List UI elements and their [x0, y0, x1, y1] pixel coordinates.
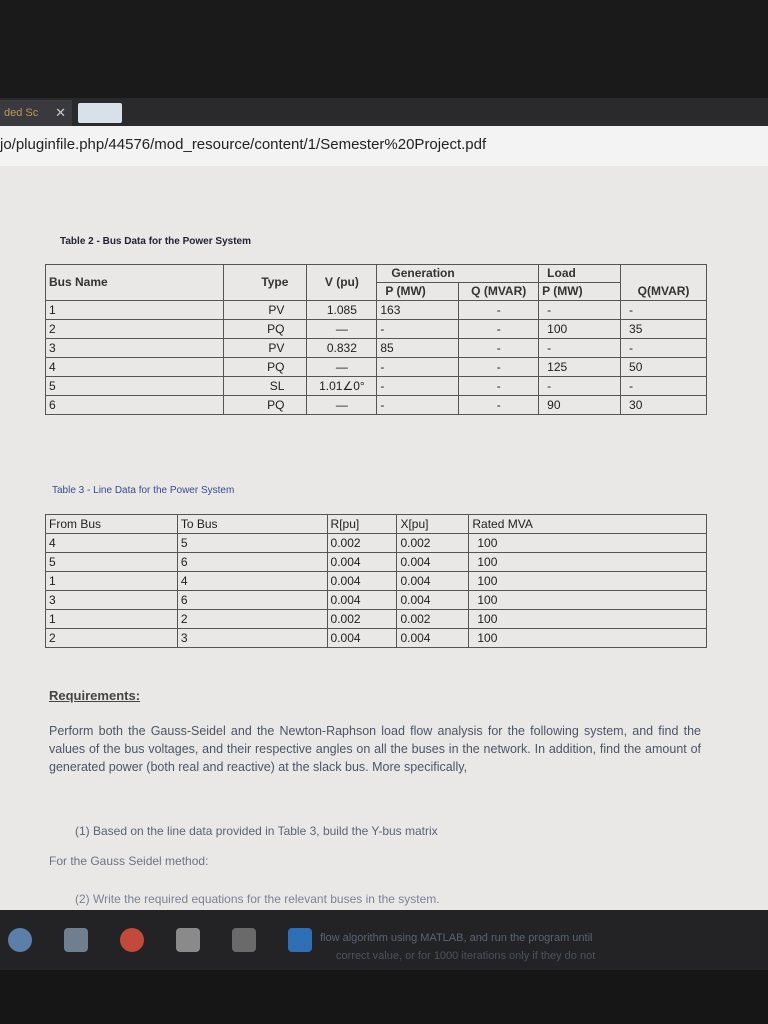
line-data-table [45, 514, 707, 648]
table-cell: - [377, 358, 459, 377]
table-cell: - [459, 320, 539, 339]
table-cell: 4 [46, 358, 224, 377]
table-cell: PV [223, 301, 307, 320]
table-cell: - [621, 377, 707, 396]
table-cell: 0.002 [327, 610, 397, 629]
table-cell: 6 [46, 396, 224, 415]
table-cell: SL [223, 377, 307, 396]
table-cell: 4 [177, 572, 327, 591]
address-bar[interactable] [0, 126, 768, 167]
table-cell: 30 [621, 396, 707, 415]
header-to-bus: To Bus [177, 515, 327, 534]
table-cell: - [459, 339, 539, 358]
header-type: Type [223, 265, 307, 301]
table-cell: 6 [177, 591, 327, 610]
header-rated-mva: Rated MVA [469, 515, 707, 534]
table-cell: 100 [469, 553, 707, 572]
table-cell: 5 [46, 553, 178, 572]
table-cell: - [539, 301, 621, 320]
table-cell: 3 [177, 629, 327, 648]
table-cell: 0.832 [307, 339, 377, 358]
folder-icon[interactable] [232, 928, 256, 952]
table-cell: 125 [539, 358, 621, 377]
table-cell: 100 [469, 591, 707, 610]
table-cell: 1 [46, 610, 178, 629]
table-row [46, 320, 707, 339]
table-row [46, 572, 707, 591]
table3-caption: Table 3 - Line Data for the Power System [52, 485, 235, 496]
table-cell: 0.002 [397, 610, 469, 629]
table-cell: 0.004 [397, 553, 469, 572]
table-cell: 5 [177, 534, 327, 553]
table-cell: - [459, 396, 539, 415]
table-cell: 3 [46, 591, 178, 610]
table-cell: 0.004 [327, 591, 397, 610]
table-cell: 100 [539, 320, 621, 339]
taskbar [0, 910, 768, 970]
table-cell: 0.002 [397, 534, 469, 553]
table-cell: PQ [223, 396, 307, 415]
table-cell: 100 [469, 534, 707, 553]
table-cell: 85 [377, 339, 459, 358]
table-cell: - [621, 301, 707, 320]
table-cell: 2 [46, 629, 178, 648]
table-cell: - [539, 377, 621, 396]
table-cell: - [459, 301, 539, 320]
table-cell: PQ [223, 358, 307, 377]
table-cell: 1 [46, 572, 178, 591]
table-row [46, 591, 707, 610]
table-cell: 5 [46, 377, 224, 396]
table-cell: 163 [377, 301, 459, 320]
header-x: X[pu] [397, 515, 469, 534]
overlapped-text-item-4: flow algorithm using MATLAB, and run the program until [320, 932, 593, 944]
table-cell: - [459, 377, 539, 396]
bus-data-table [45, 264, 707, 415]
table-cell: - [377, 377, 459, 396]
monitor-bezel-top [0, 0, 768, 100]
table-cell: - [377, 396, 459, 415]
table-cell: 90 [539, 396, 621, 415]
requirement-item-2: (2) Write the required equations for the relevant buses in the system. [75, 892, 440, 906]
table2-caption: Table 2 - Bus Data for the Power System [60, 236, 251, 247]
url-text: jo/pluginfile.php/44576/mod_resource/content/1/Semester%20Project.pdf [0, 136, 487, 153]
table-cell: 100 [469, 572, 707, 591]
table-cell: 1.085 [307, 301, 377, 320]
table-cell: 1.01∠0° [307, 377, 377, 396]
requirement-item-1: (1) Based on the line data provided in Table 3, build the Y-bus matrix [75, 824, 438, 838]
table-row [46, 396, 707, 415]
start-icon[interactable] [8, 928, 32, 952]
header-r: R[pu] [327, 515, 397, 534]
table-row [46, 358, 707, 377]
close-icon[interactable]: ✕ [55, 105, 66, 120]
new-tab-button[interactable] [78, 103, 122, 123]
table-cell: 2 [177, 610, 327, 629]
table-cell: 0.004 [397, 629, 469, 648]
requirements-paragraph: Perform both the Gauss-Seidel and the Newton-Raphson load flow analysis for the following system, and find the values of the bus voltages, and their respective angles on all the buses in the network. In addition, find the amount of generated power (both real and reactive) at the slack bus. More specifically, [49, 724, 701, 774]
table-cell: - [377, 320, 459, 339]
monitor-bezel-bottom [0, 970, 768, 1024]
header-load-p: P (MW) [539, 283, 621, 301]
header-load: Load [539, 265, 621, 283]
overlapped-text-item-4b: correct value, or for 1000 iterations only if they do not [336, 950, 596, 962]
table-row [46, 339, 707, 358]
table-cell: 6 [177, 553, 327, 572]
table-cell: 0.004 [397, 591, 469, 610]
pdf-page [0, 166, 768, 910]
table-row [46, 534, 707, 553]
browser-tab[interactable] [0, 100, 72, 126]
header-load-q: Q(MVAR) [621, 265, 707, 301]
table-cell: - [539, 339, 621, 358]
browser-tab-strip [0, 98, 768, 126]
table-cell: — [307, 396, 377, 415]
gauss-seidel-heading: For the Gauss Seidel method: [49, 854, 209, 868]
table-row [46, 301, 707, 320]
table-cell: — [307, 358, 377, 377]
table-cell: - [459, 358, 539, 377]
table-cell: 35 [621, 320, 707, 339]
table-cell: 0.002 [327, 534, 397, 553]
header-gen-q: Q (MVAR) [459, 283, 539, 301]
header-gen-p: P (MW) [377, 283, 459, 301]
table-cell: 0.004 [327, 629, 397, 648]
table-cell: - [621, 339, 707, 358]
chrome-icon[interactable] [120, 928, 144, 952]
table-cell: 0.004 [327, 572, 397, 591]
table-row [46, 553, 707, 572]
tab-title: ded Sc [4, 107, 39, 119]
table-cell: — [307, 320, 377, 339]
header-from-bus: From Bus [46, 515, 178, 534]
table-cell: 2 [46, 320, 224, 339]
table-cell: 50 [621, 358, 707, 377]
header-voltage: V (pu) [307, 265, 377, 301]
table-row [46, 377, 707, 396]
table-cell: 1 [46, 301, 224, 320]
table-cell: 0.004 [397, 572, 469, 591]
table-cell: PV [223, 339, 307, 358]
app-icon[interactable] [64, 928, 88, 952]
table-row [46, 629, 707, 648]
header-bus-name: Bus Name [46, 265, 224, 301]
mail-icon[interactable] [176, 928, 200, 952]
table-cell: 3 [46, 339, 224, 358]
table-cell: 4 [46, 534, 178, 553]
table-cell: 100 [469, 610, 707, 629]
table-cell: 100 [469, 629, 707, 648]
table-cell: 0.004 [327, 553, 397, 572]
header-generation: Generation [377, 265, 539, 283]
requirements-heading: Requirements: [49, 688, 141, 703]
store-icon[interactable] [288, 928, 312, 952]
table-cell: PQ [223, 320, 307, 339]
table-row [46, 610, 707, 629]
